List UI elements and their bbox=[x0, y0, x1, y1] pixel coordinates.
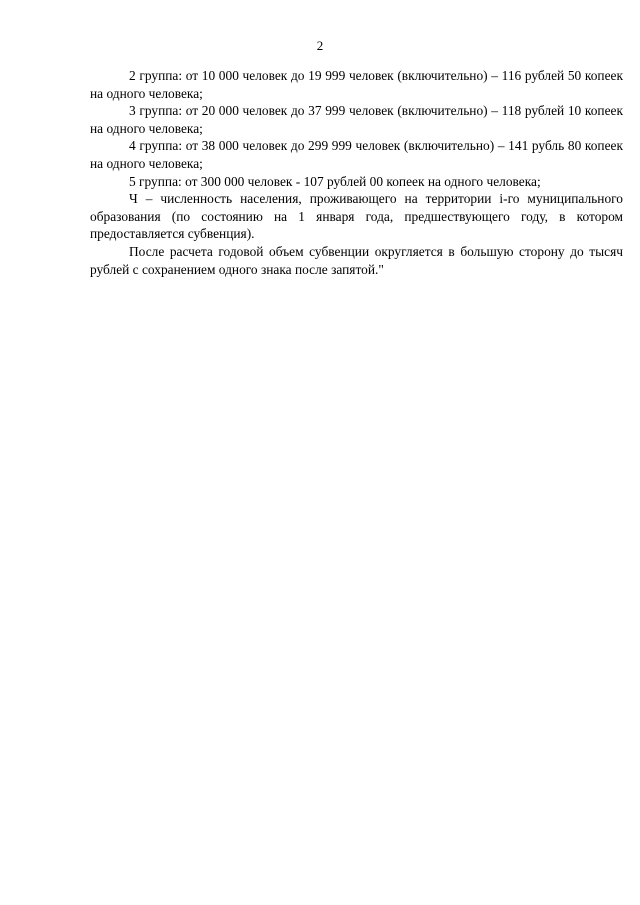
paragraph-group-4: 4 группа: от 38 000 человек до 299 999 человек (включительно) – 141 рубль 80 копеек на одного человека; bbox=[90, 138, 623, 171]
paragraph-group-3: 3 группа: от 20 000 человек до 37 999 человек (включительно) – 118 рублей 10 копеек на одного человека; bbox=[90, 103, 623, 136]
paragraph-group-5: 5 группа: от 300 000 человек - 107 рублей 00 копеек на одного человека; bbox=[129, 173, 541, 189]
paragraph-rounding-rule: После расчета годовой объем субвенции округляется в большую сторону до тысяч рублей с сохранением одного знака после запятой." bbox=[90, 243, 623, 277]
page-number: 2 bbox=[316, 38, 324, 53]
paragraph-population-definition: Ч – численность населения, проживающего на территории i-го муниципального образования (по состоянию на 1 января года, предшествующего году, в котором предоставляется субвенция). bbox=[90, 191, 623, 242]
document-body bbox=[90, 67, 623, 278]
paragraph-group-2: 2 группа: от 10 000 человек до 19 999 человек (включительно) – 116 рублей 50 копеек на одного человека; bbox=[90, 68, 623, 101]
